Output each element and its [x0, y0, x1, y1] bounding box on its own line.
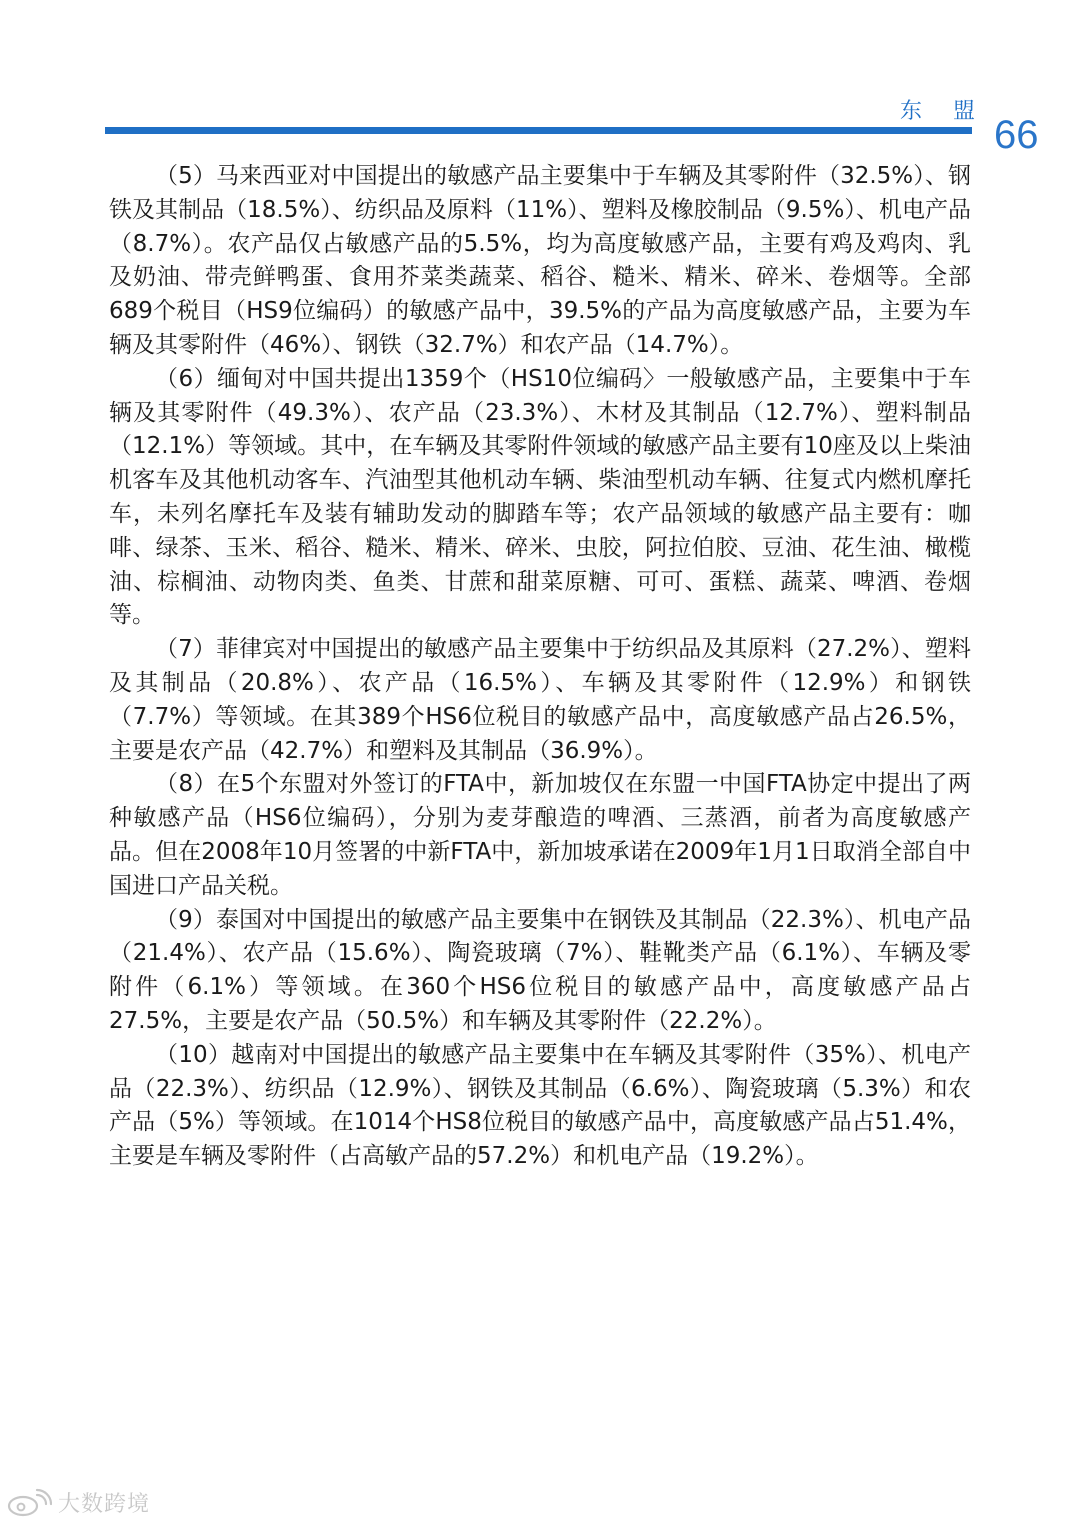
page-number: 66	[994, 113, 1039, 157]
paragraph-thailand: （9）泰国对中国提出的敏感产品主要集中在钢铁及其制品（22.3%）、机电产品（21.4%）、农产品（15.6%）、陶瓷玻璃（7%）、鞋靴类产品（6.1%）、车辆及零附件（6.1%）等领域。在360个HS6位税目的敏感产品中，高度敏感产品占27.5%，主要是农产品（50.5%）和车辆及其零附件（22.2%）。	[109, 906, 971, 1034]
paragraph-singapore: （8）在5个东盟对外签订的FTA中，新加坡仅在东盟一中国FTA协定中提出了两种敏感产品（HS6位编码），分别为麦芽酿造的啤酒、三蒸酒，前者为高度敏感产品。但在2008年10月签署的中新FTA中，新加坡承诺在2009年1月1日取消全部自中国进口产品关税。	[109, 771, 971, 899]
body-text	[109, 160, 971, 1174]
paragraph-malaysia: （5）马来西亚对中国提出的敏感产品主要集中于车辆及其零附件（32.5%）、钢铁及其制品（18.5%）、纺织品及原料（11%）、塑料及橡胶制品（9.5%）、机电产品（8.7%）。农产品仅占敏感产品的5.5%，均为高度敏感产品，主要有鸡及鸡肉、乳及奶油、带壳鲜鸭蛋、食用芥菜类蔬菜、稻谷、糙米、精米、碎米、卷烟等。全部689个税目（HS9位编码）的敏感产品中，39.5%的产品为高度敏感产品，主要为车辆及其零附件（46%）、钢铁（32.7%）和农产品（14.7%）。	[109, 163, 971, 358]
paragraph-vietnam: （10）越南对中国提出的敏感产品主要集中在车辆及其零附件（35%）、机电产品（22.3%）、纺织品（12.9%）、钢铁及其制品（6.6%）、陶瓷玻璃（5.3%）和农产品（5%）等领域。在1014个HS8位税目的敏感产品中，高度敏感产品占51.4%，主要是车辆及零附件（占高敏产品的57.2%）和机电产品（19.2%）。	[109, 1041, 971, 1170]
watermark	[6, 1482, 150, 1522]
header-rule	[105, 127, 972, 134]
paragraph-myanmar: （6）缅甸对中国共提出1359个（HS10位编码〉一般敏感产品，主要集中于车辆及其零附件（49.3%）、农产品（23.3%）、木材及其制品（12.7%）、塑料制品（12.1%）等领域。其中，在车辆及其零附件领域的敏感产品主要有10座及以上柴油机客车及其他机动客车、汽油型其他机动车辆、柴油型机动车辆、往复式内燃机摩托车，未列名摩托车及装有辅助发动的脚踏车等；农产品领域的敏感产品主要有：咖啡、绿茶、玉米、稻谷、糙米、精米、碎米、虫胶，阿拉伯胶、豆油、花生油、橄榄油、棕榈油、动物肉类、鱼类、甘蔗和甜菜原糖、可可、蛋糕、蔬菜、啤酒、卷烟等。	[109, 365, 971, 629]
watermark-text: 大数跨境	[58, 1491, 151, 1517]
section-title: 东 盟	[900, 99, 987, 124]
paragraph-philippines: （7）菲律宾对中国提出的敏感产品主要集中于纺织品及其原料（27.2%）、塑料及其制品（20.8%）、农产品（16.5%）、车辆及其零附件（12.9%）和钢铁（7.7%）等领域。在其389个HS6位税目的敏感产品中，高度敏感产品占26.5%，主要是农产品（42.7%）和塑料及其制品（36.9%）。	[109, 636, 971, 764]
weibo-logo-icon	[6, 1487, 52, 1517]
